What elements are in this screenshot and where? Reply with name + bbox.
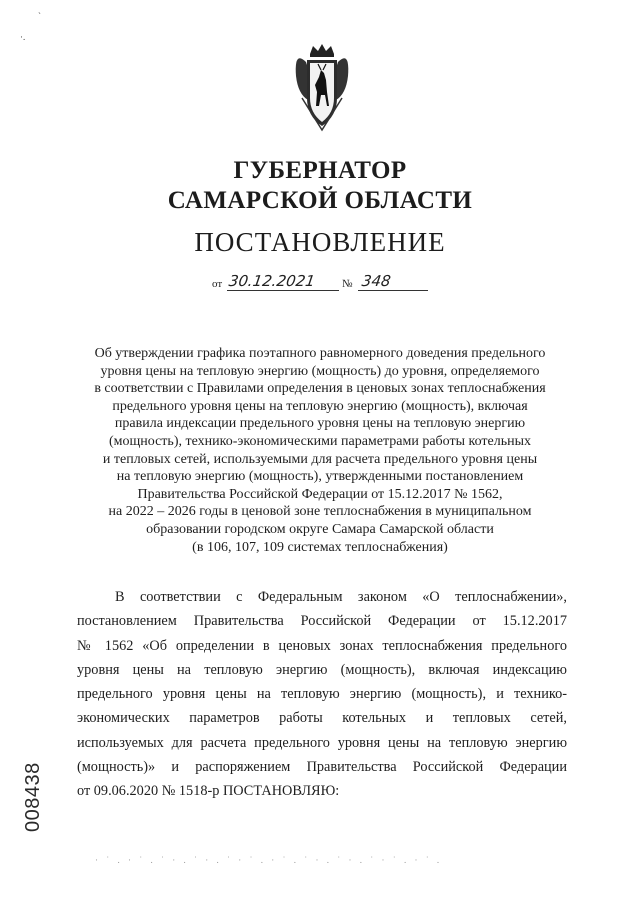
- issuer-title-line1: ГУБЕРНАТОР: [233, 157, 407, 184]
- heading-line: уровня цены на тепловую энергию (мощность) до уровня, определяемого: [100, 363, 540, 379]
- body-line: уровня цены на тепловую энергию (мощность), включая индексацию: [77, 661, 567, 678]
- coat-of-arms-icon: [294, 40, 350, 132]
- body-line: (мощность)» и распоряжением Правительства Российской Федерации: [77, 759, 567, 776]
- heading-line: и тепловых сетей, используемыми для расчета предельного уровня цены: [102, 451, 538, 467]
- registration-number: 008438: [22, 762, 44, 832]
- date-underline: [227, 290, 339, 291]
- document-type: ПОСТАНОВЛЕНИЕ: [194, 227, 446, 257]
- heading-line: на тепловую энергию (мощность), утвержденными постановлением: [116, 469, 524, 485]
- date-from-label: от: [212, 278, 223, 290]
- document-heading: [70, 345, 570, 556]
- preamble-paragraph: [77, 585, 567, 804]
- scan-noise: · ˙ . · ˙ . ˙ · . ˙ · . ˙ · ˙ . · ˙ . ˙ · . ˙ · . ˙ · ˙ . · ˙ .: [95, 855, 443, 865]
- body-line: экономических параметров работы котельных и тепловых сетей,: [77, 710, 567, 727]
- number-label: №: [342, 278, 353, 290]
- heading-line: в соответствии с Правилами определения в ценовых зонах теплоснабжения: [94, 381, 546, 397]
- heading-line: правила индексации предельного уровня цены на тепловую энергию: [114, 416, 526, 432]
- body-line: используемых для расчета предельного уровня цены на тепловую энергию: [77, 734, 567, 751]
- issuer-title-line2: САМАРСКОЙ ОБЛАСТИ: [167, 187, 473, 214]
- heading-line: Об утверждении графика поэтапного равномерного доведения предельного: [94, 346, 546, 361]
- heading-line: (в 106, 107, 109 системах теплоснабжения): [192, 539, 448, 555]
- body-line: от 09.06.2020 № 1518-р ПОСТАНОВЛЯЮ:: [77, 783, 340, 800]
- heading-line: (мощность), технико-экономическими параметрами работы котельных: [108, 433, 532, 449]
- document-date: 30.12.2021: [227, 272, 317, 290]
- body-line: предельного уровня цены на тепловую энергию (мощность), и технико-: [77, 686, 567, 703]
- body-line: № 1562 «Об определении в ценовых зонах теплоснабжения предельного: [77, 637, 567, 654]
- body-line: В соответствии с Федеральным законом «О теплоснабжении»,: [115, 589, 567, 605]
- heading-line: образовании городском округе Самара Самарской области: [146, 521, 494, 537]
- number-underline: [358, 290, 428, 291]
- scan-speck: ˋ: [38, 11, 41, 21]
- heading-line: Правительства Российской Федерации от 15.12.2017 № 1562,: [137, 486, 503, 502]
- date-number-line: [212, 272, 432, 292]
- heading-line: на 2022 – 2026 годы в ценовой зоне теплоснабжения в муниципальном: [108, 504, 532, 520]
- scan-speck: ·.: [20, 32, 26, 42]
- body-line: постановлением Правительства Российской Федерации от 15.12.2017: [77, 613, 567, 630]
- document-number: 348: [360, 272, 392, 290]
- heading-line: предельного уровня цены на тепловую энергию (мощность), включая: [112, 398, 528, 414]
